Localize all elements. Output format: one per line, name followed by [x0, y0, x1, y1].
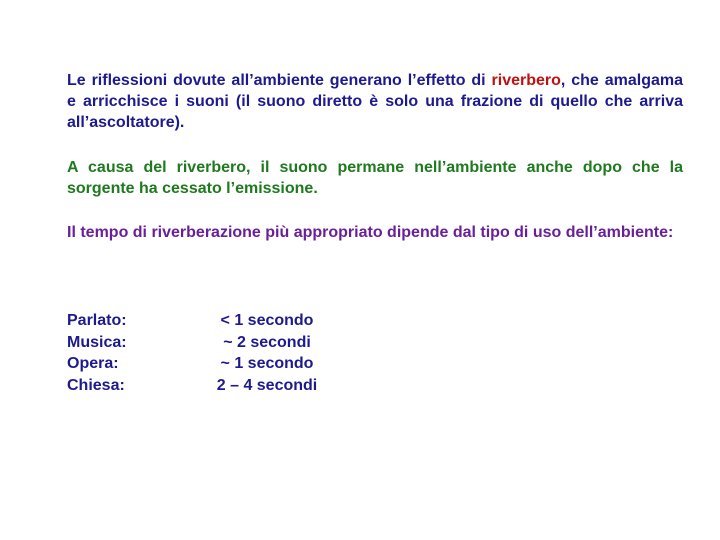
usage-label: Musica:	[67, 333, 127, 351]
usage-row	[67, 375, 367, 397]
usage-row	[67, 353, 367, 375]
usage-value: ~ 1 secondo	[220, 355, 314, 372]
usage-label: Chiesa:	[67, 376, 125, 394]
reverb-time-paragraph: Il tempo di riverberazione più appropriato dipende dal tipo di uso dell’ambiente:	[67, 224, 674, 241]
intro-paragraph	[67, 70, 683, 133]
usage-row	[67, 310, 367, 332]
usage-value: < 1 secondo	[220, 312, 314, 329]
intro-text-start: Le riflessioni dovute all’ambiente generano l’effetto di	[67, 72, 492, 89]
reverb-keyword: riverbero	[491, 72, 561, 89]
intro-text-end: , che amalgama e arricchisce i suoni (il suono diretto è solo una frazione di quello che arriva all’ascoltatore).	[67, 72, 684, 131]
usage-value: 2 – 4 secondi	[216, 376, 318, 394]
usage-label: Parlato:	[67, 312, 127, 329]
usage-list	[67, 310, 367, 396]
usage-label: Opera:	[67, 355, 119, 372]
usage-value: ~ 2 secondi	[223, 333, 311, 351]
persistence-paragraph: A causa del riverbero, il suono permane nell’ambiente anche dopo che la sorgente ha cessato l’emissione.	[67, 159, 683, 197]
usage-row	[67, 332, 367, 354]
